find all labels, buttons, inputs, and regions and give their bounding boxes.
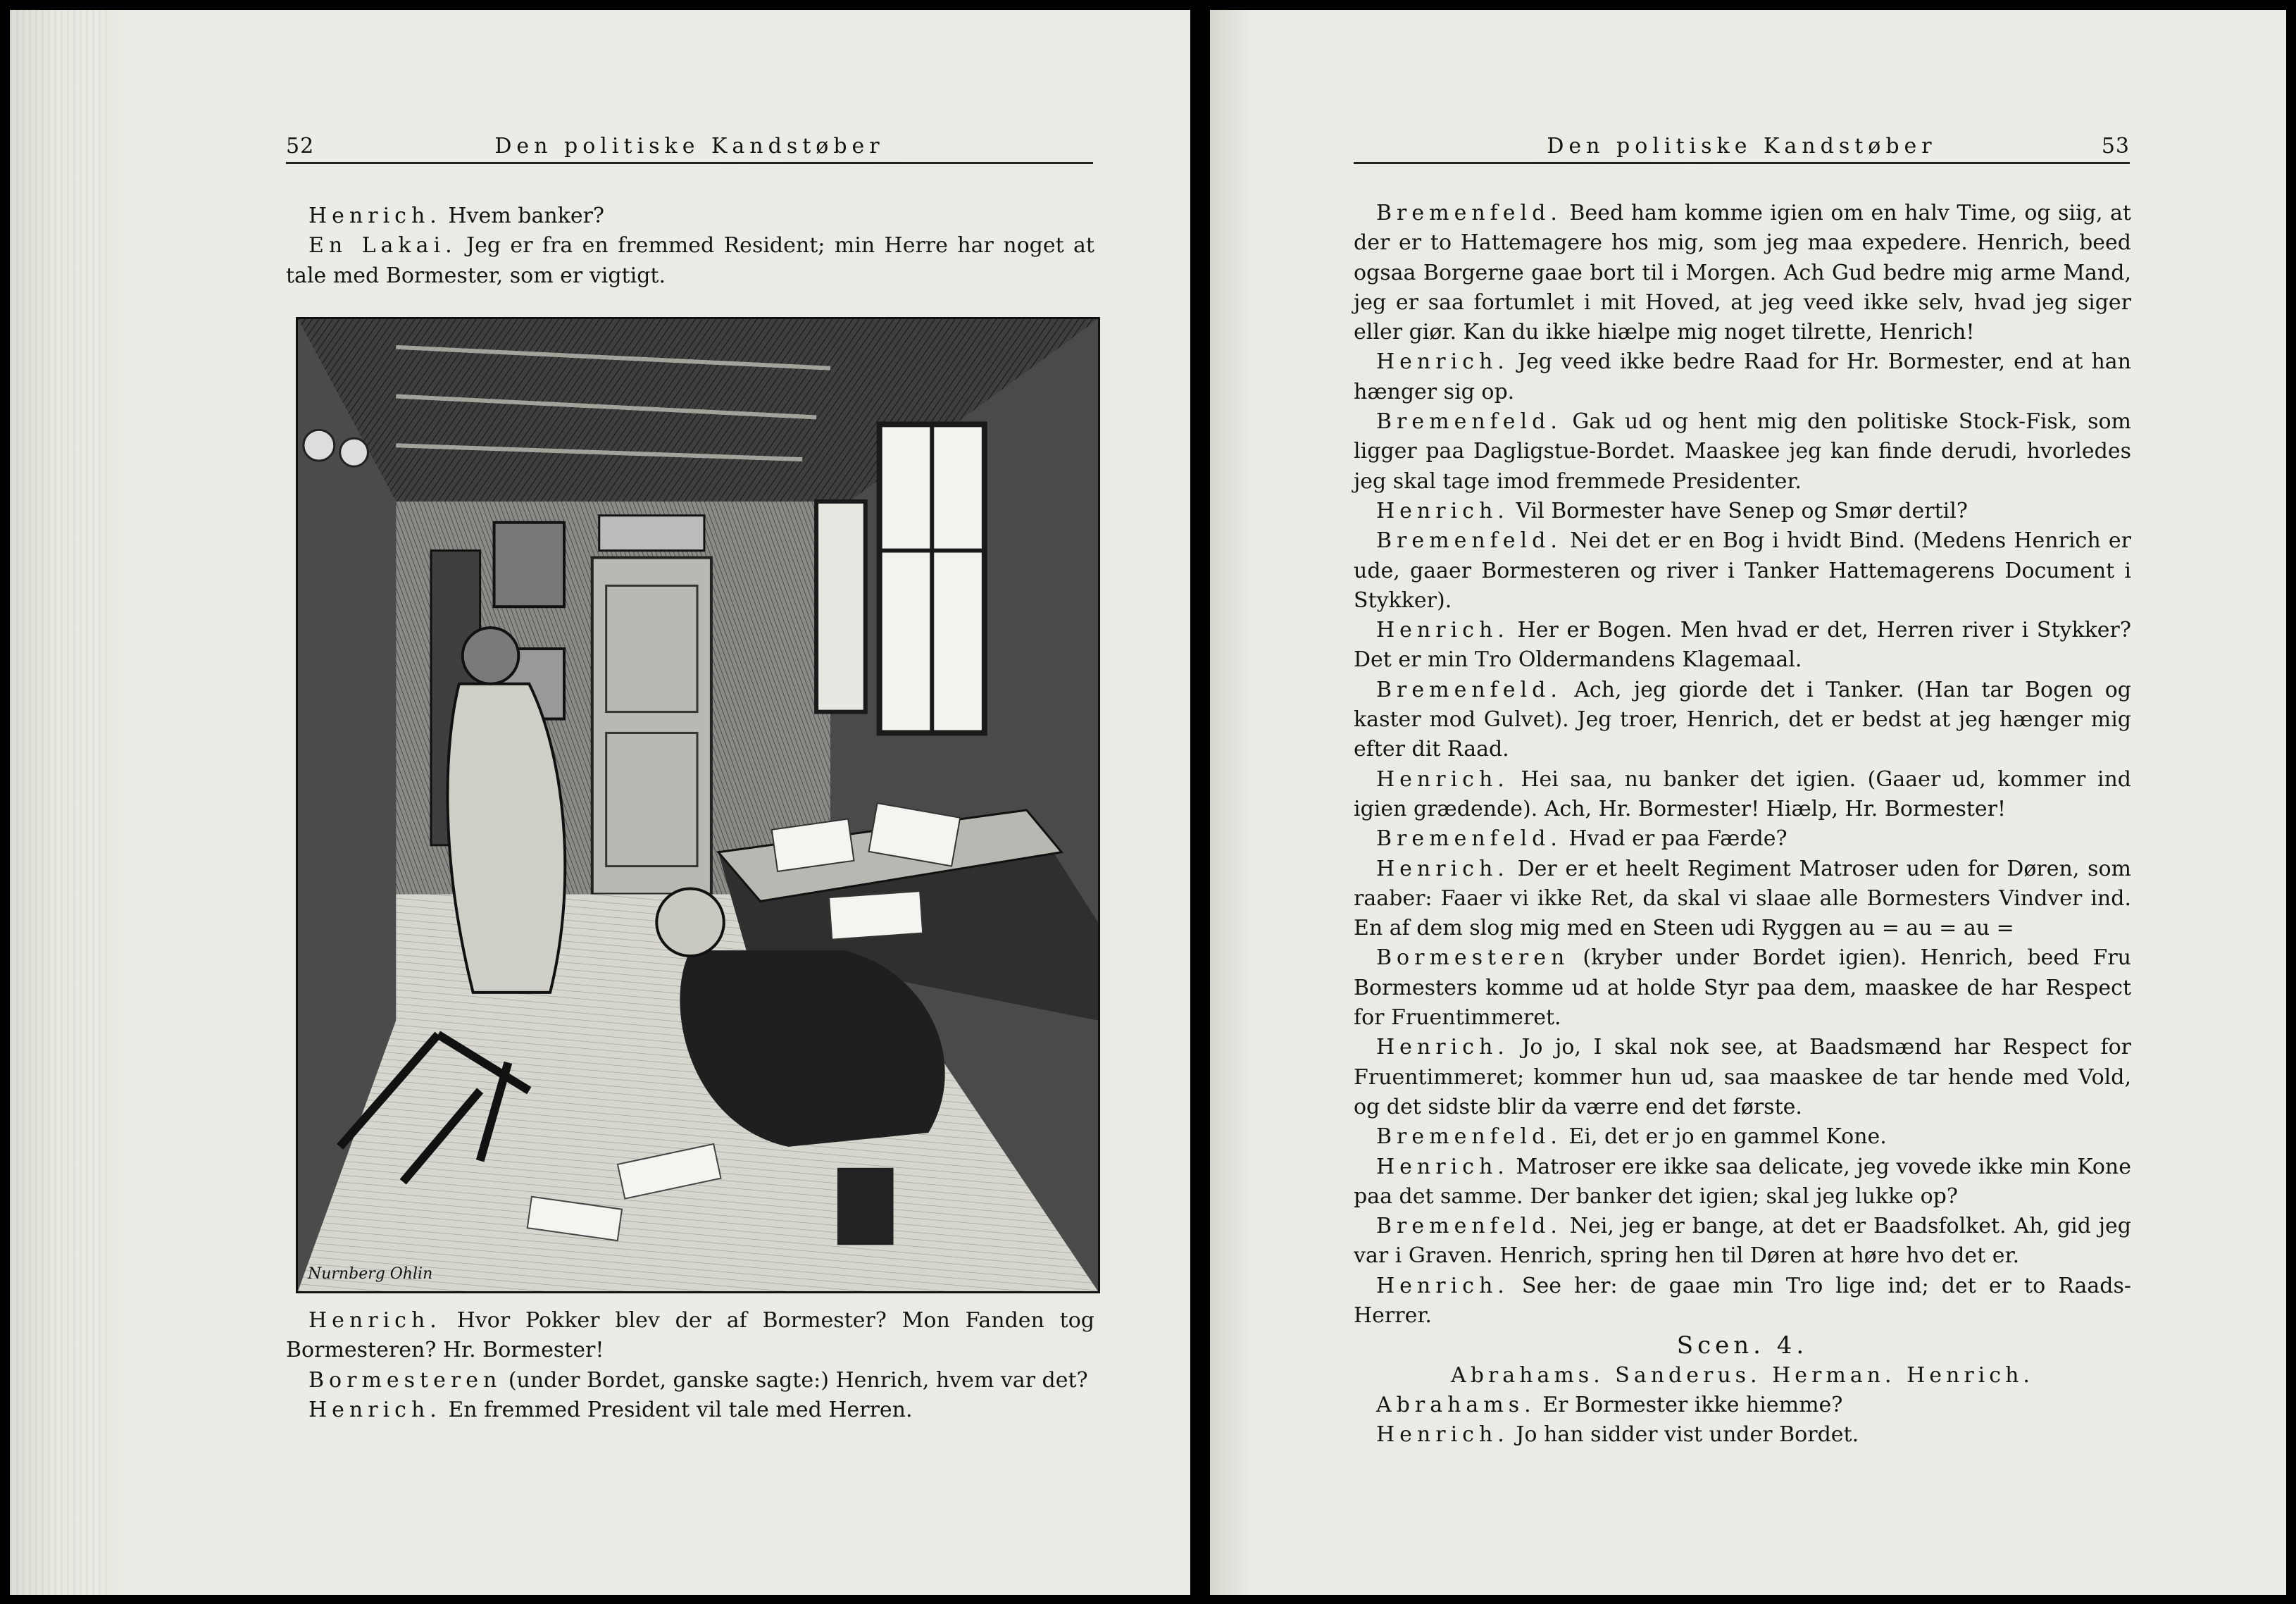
dialogue-text: See her: de gaae min Tro lige ind; det er to Raads-Herrer. <box>1354 1273 2131 1328</box>
dialogue-text: Vil Bormester have Senep og Smør dertil? <box>1516 498 1968 523</box>
speaker-name: Henrich. <box>1376 1035 1509 1060</box>
dialogue-text: Jeg er fra en fremmed Resident; min Herre har noget at tale med Bormester, som er vigtigt. <box>286 233 1094 288</box>
running-title: Den politiske Kandstøber <box>494 134 885 158</box>
dialogue-line <box>1354 347 2131 407</box>
dialogue-line <box>1354 1420 2131 1450</box>
page-number: 53 <box>2101 134 2130 158</box>
text-block-bottom-left <box>286 1306 1094 1425</box>
scene-characters: Abrahams. Sanderus. Herman. Henrich. <box>1451 1362 2034 1388</box>
dialogue-line <box>286 201 1094 231</box>
text-block-right <box>1354 199 2131 1450</box>
speaker-name: Henrich. <box>1376 349 1509 375</box>
dialogue-line <box>1354 1033 2131 1122</box>
artist-signature: Nurnberg Ohlin <box>308 1265 433 1283</box>
speaker-name: Bremenfeld. <box>1376 826 1562 852</box>
speaker-name: Bremenfeld. <box>1376 1124 1562 1150</box>
dialogue-line <box>1354 1212 2131 1272</box>
speaker-name: Henrich. <box>1376 618 1509 643</box>
dialogue-line <box>1354 1272 2131 1331</box>
dialogue-line <box>286 1366 1094 1395</box>
speaker-name: Henrich. <box>1376 1273 1509 1298</box>
speaker-name: Henrich. <box>1376 498 1509 523</box>
dialogue-text: Jo jo, I skal nok see, at Baadsmænd har Respect for Fruentimmeret; kommer hun ud, saa maaskee de tar hende med Vold, og det sidste blir da værre end det første. <box>1354 1035 2131 1119</box>
speaker-name: Henrich. <box>1376 1154 1509 1179</box>
right-page <box>1210 10 2286 1595</box>
dialogue-text: (under Bordet, ganske sagte:) Henrich, hvem var det? <box>508 1367 1088 1393</box>
dialogue-line <box>1354 765 2131 825</box>
speaker-name: Henrich. <box>308 1308 442 1333</box>
dialogue-line <box>286 1306 1094 1366</box>
engraving-illustration <box>296 317 1100 1293</box>
running-title: Den politiske Kandstøber <box>1547 134 1937 158</box>
dialogue-text: Jeg veed ikke bedre Raad for Hr. Bormester, end at han hænger sig op. <box>1354 349 2131 404</box>
dialogue-text: Hvad er paa Færde? <box>1568 826 1787 852</box>
dialogue-text: (kryber under Bordet igien). Henrich, beed Fru Bormesters komme ud at holde Styr paa dem, maaskee de har Respect for Fruentimmeret. <box>1354 945 2131 1031</box>
interior-scene-image <box>298 319 1098 1291</box>
speaker-name: En Lakai. <box>308 233 457 259</box>
speaker-name: Bremenfeld. <box>1376 201 1562 225</box>
dialogue-line <box>1354 676 2131 765</box>
dialogue-text: En fremmed President vil tale med Herren. <box>448 1397 913 1422</box>
left-page <box>10 10 1190 1595</box>
page-edge-stack <box>10 10 108 1595</box>
dialogue-text: Jo han sidder vist under Bordet. <box>1516 1422 1859 1448</box>
dialogue-line <box>1354 1152 2131 1212</box>
dialogue-text: Matroser ere ikke saa delicate, jeg vovede ikke min Kone paa det samme. Der banker det igien; skal jeg lukke op? <box>1354 1154 2131 1209</box>
dialogue-line <box>1354 407 2131 497</box>
speaker-name: Bremenfeld. <box>1376 409 1562 435</box>
dialogue-line <box>1354 1391 2131 1420</box>
dialogue-text: Beed ham komme igien om en halv Time, og siig, at der er to Hattemagere hos mig, som jeg maa expedere. Henrich, beed ogsaa Borgerne gaae bort til i Morgen. Ach Gud bedre mig arme Mand, jeg er saa fortumlet i mit Hoved, at jeg veed ikke selv, hvad jeg siger eller giør. Kan du ikke hiælpe mig noget tilrette, Henrich! <box>1354 201 2131 345</box>
dialogue-line <box>286 231 1094 291</box>
dialogue-text: Hei saa, nu banker det igien. (Gaaer ud, kommer ind igien grædende). Ach, Hr. Bormester! Hiælp, Hr. Bormester! <box>1354 766 2131 821</box>
speaker-name: Bormesteren <box>1376 945 1570 971</box>
text-block-top-left <box>286 201 1094 291</box>
dialogue-line <box>1354 854 2131 944</box>
dialogue-text: Er Bormester ikke hiemme? <box>1542 1392 1843 1417</box>
dialogue-line <box>1354 824 2131 854</box>
speaker-name: Bremenfeld. <box>1376 677 1562 702</box>
dialogue-text: Ach, jeg giorde det i Tanker. (Han tar Bogen og kaster mod Gulvet). Jeg troer, Henrich, det er bedst at jeg hænger mig efter dit Raad. <box>1354 677 2131 762</box>
dialogue-text: Ei, det er jo en gammel Kone. <box>1568 1124 1887 1150</box>
dialogue-line <box>286 1395 1094 1425</box>
running-header-right <box>1354 134 2130 164</box>
dialogue-text: Hvem banker? <box>448 204 605 228</box>
dialogue-line <box>1354 199 2131 347</box>
speaker-name: Henrich. <box>1376 766 1509 792</box>
speaker-name: Henrich. <box>308 1397 442 1422</box>
speaker-name: Henrich. <box>1376 856 1509 881</box>
running-header-left <box>286 134 1093 164</box>
speaker-name: Henrich. <box>1376 1422 1509 1448</box>
dialogue-line <box>1354 1122 2131 1152</box>
dialogue-line <box>1354 616 2131 676</box>
dialogue-text: Der er et heelt Regiment Matroser uden for Døren, som raaber: Faaer vi ikke Ret, da skal vi slaae alle Bormesters Vindver ind. En af dem slog mig med en Steen udi Ryggen au = au = au = <box>1354 856 2131 941</box>
dialogue-line <box>1354 526 2131 616</box>
speaker-name: Bormesteren <box>308 1367 502 1393</box>
page-number: 52 <box>286 134 315 158</box>
dialogue-text: Gak ud og hent mig den politiske Stock-Fisk, som ligger paa Dagligstue-Bordet. Maaskee jeg kan finde derudi, hvorledes jeg skal tage imod fremmede Presidenter. <box>1354 409 2131 494</box>
dialogue-line <box>1354 497 2131 526</box>
dialogue-text: Nei det er en Bog i hvidt Bind. (Medens Henrich er ude, gaaer Bormesteren og river i Tanker Hattemagerens Document i Stykker). <box>1354 528 2131 613</box>
speaker-name: Bremenfeld. <box>1376 1214 1562 1239</box>
scene-heading: Scen. 4. <box>1676 1331 1809 1360</box>
dialogue-text: Hvor Pokker blev der af Bormester? Mon Fanden tog Bormesteren? Hr. Bormester! <box>286 1308 1094 1363</box>
dialogue-text: Nei, jeg er bange, at det er Baadsfolket. Ah, gid jeg var i Graven. Henrich, spring hen til Døren at høre hvo det er. <box>1354 1214 2131 1269</box>
speaker-name: Henrich. <box>308 204 442 228</box>
dialogue-text: Her er Bogen. Men hvad er det, Herren river i Stykker? Det er min Tro Oldermandens Klagemaal. <box>1354 618 2131 673</box>
speaker-name: Bremenfeld. <box>1376 528 1562 554</box>
dialogue-line <box>1354 943 2131 1033</box>
speaker-name: Abrahams. <box>1376 1392 1536 1417</box>
